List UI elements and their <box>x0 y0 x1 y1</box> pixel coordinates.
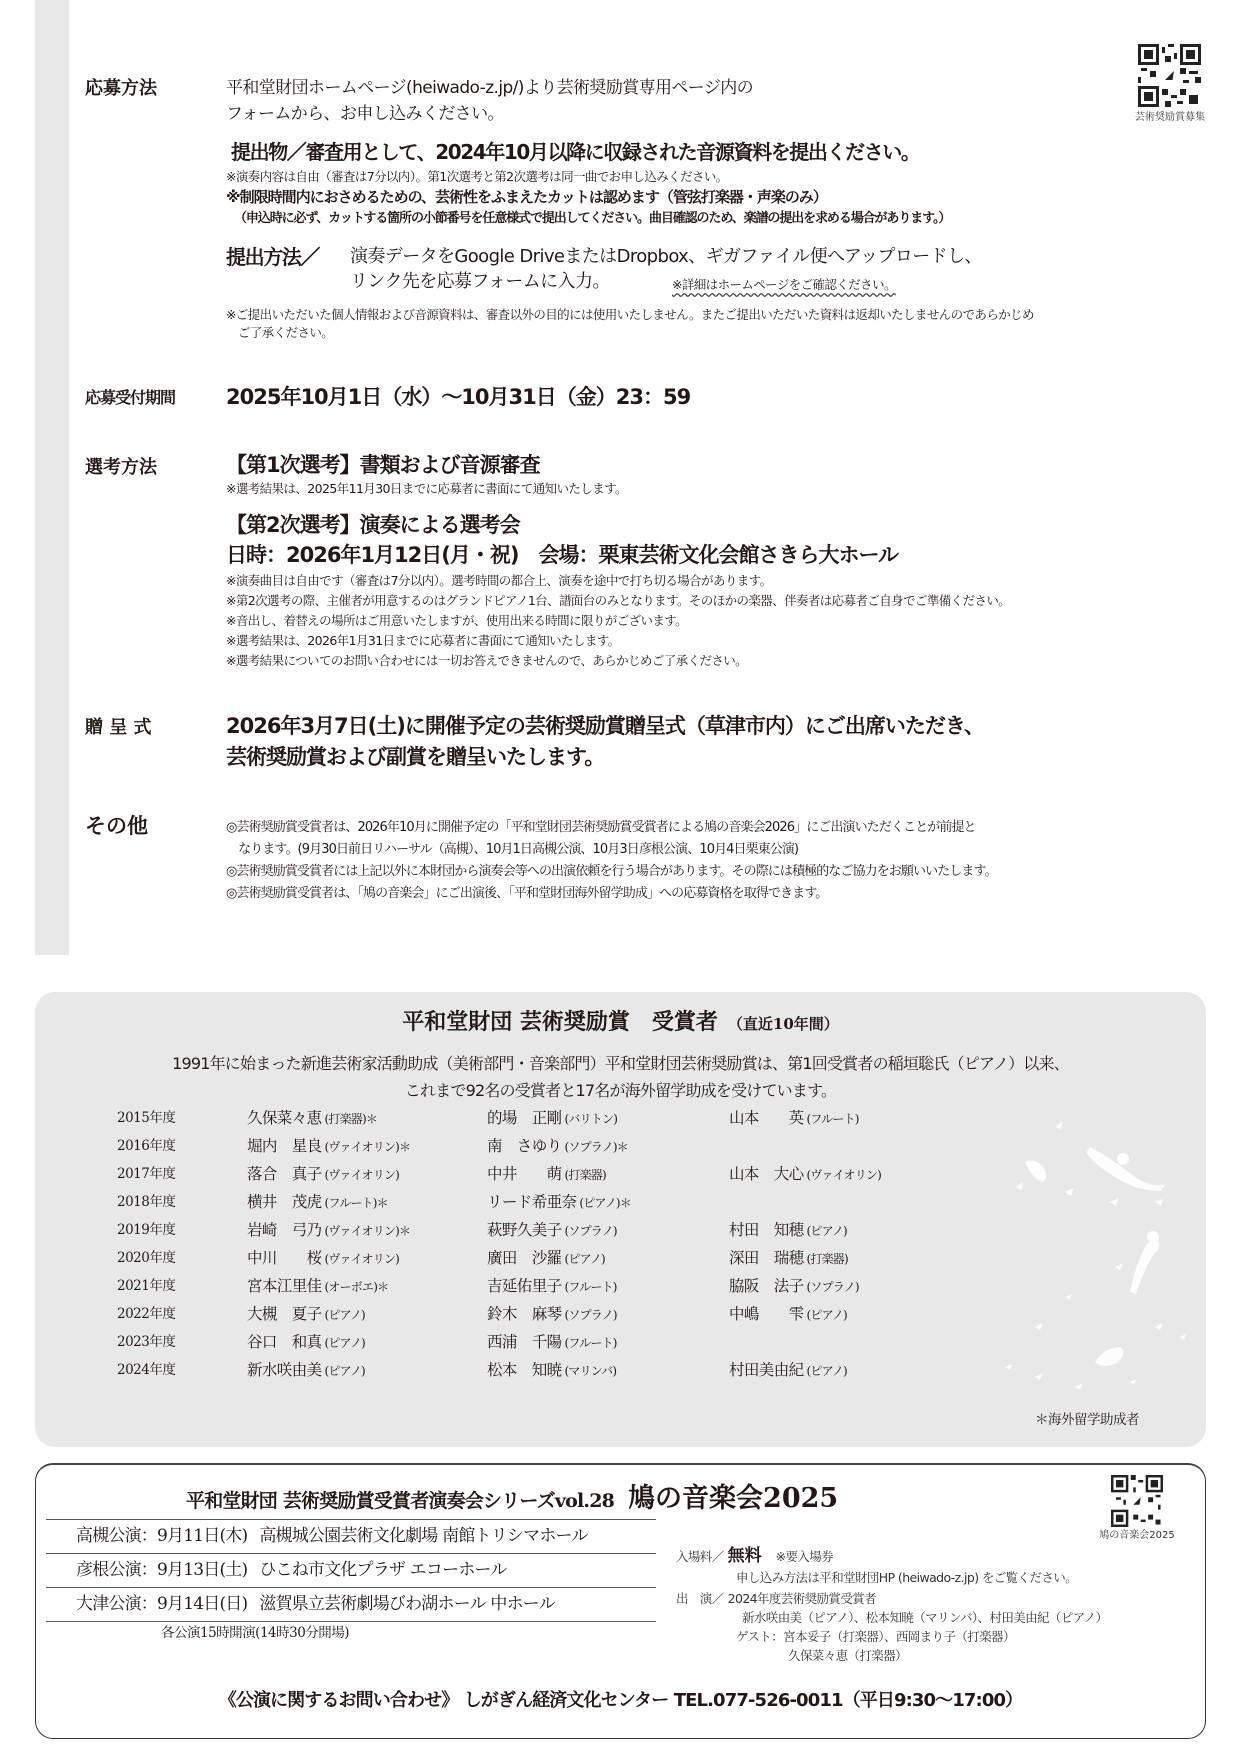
winner-entry <box>729 1329 732 1356</box>
winner-instrument: (フルート) <box>564 1280 617 1294</box>
winners-panel <box>35 992 1206 1447</box>
second-selection-heading: 【第2次選考】演奏による選考会 <box>226 513 520 537</box>
second-note-5: ※選考結果についてのお問い合わせには一切お答えできませんので、あらかじめご了承ください。 <box>226 653 748 668</box>
method-details-link[interactable]: ※詳細はホームページをご確認ください。 <box>672 277 896 292</box>
winner-instrument: (ピアノ) <box>806 1364 847 1378</box>
winner-instrument: (打楽器) <box>806 1252 848 1266</box>
winner-entry <box>247 1245 399 1272</box>
label-ceremony: 贈 呈 式 <box>85 717 152 738</box>
winner-entry <box>487 1245 605 1272</box>
second-note-2: ※第2次選考の際、主催者が用意するのはグランドピアノ1台、譜面台のみとなります。そのほかの楽器、伴奏者は応募者ご自身でご準備ください。 <box>226 593 1011 608</box>
ceremony-line-2: 芸術奨励賞および副賞を贈呈いたします。 <box>226 745 605 769</box>
concert-title <box>186 1479 838 1519</box>
winner-instrument: (フルート) <box>564 1336 617 1350</box>
winner-name: 宮本江里佳 <box>247 1277 322 1295</box>
second-note-3: ※音出し、着替えの場所はご用意いたしますが、使用出来る時間に限りがございます。 <box>226 613 688 628</box>
submission-note-3: （申込時に必ず、カットする箇所の小節番号を任意様式で提出してください。曲目確認のため、楽譜の提出を求める場合があります。） <box>234 211 951 226</box>
winner-name: 堀内 星良 <box>247 1137 322 1155</box>
venue-row-hikone <box>46 1553 656 1587</box>
guest-line-2: 久保菜々恵（打楽器） <box>788 1648 908 1663</box>
winner-instrument: (ピアノ) <box>806 1224 847 1238</box>
flying-figures-and-doves-illustration <box>995 1087 1205 1407</box>
winner-row <box>117 1329 997 1355</box>
winner-instrument: (ヴァイオリン)＊ <box>324 1140 411 1154</box>
winner-year: 2023年度 <box>117 1334 176 1350</box>
winner-row <box>117 1161 997 1187</box>
winner-name: 岩崎 弓乃 <box>247 1221 322 1239</box>
period-value: 2025年10月1日（水）～10月31日（金）23：59 <box>226 385 691 409</box>
first-selection-note: ※選考結果は、2025年11月30日までに応募者に書面にて通知いたします。 <box>226 481 627 496</box>
winner-entry <box>487 1217 617 1244</box>
winner-instrument: (オーボエ)＊ <box>324 1280 389 1294</box>
winner-name: 松本 知暁 <box>487 1361 562 1379</box>
winner-year: 2022年度 <box>117 1306 176 1322</box>
qr-concert-caption: 鳩の音楽会2025 <box>1099 1530 1175 1541</box>
winner-entry <box>487 1189 631 1216</box>
winner-name: 久保菜々恵 <box>247 1109 322 1127</box>
submission-note-2: ※制限時間内におさめるための、芸術性をふまえたカットは認めます（管弦打楽器・声楽のみ） <box>226 188 827 206</box>
winner-entry <box>487 1105 617 1132</box>
winners-subtitle: （直近10年間） <box>727 1015 839 1033</box>
label-period: 応募受付期間 <box>85 388 176 407</box>
winner-entry <box>729 1217 847 1244</box>
venue-divider <box>46 1621 656 1622</box>
winner-name: 中井 萌 <box>487 1165 562 1183</box>
qr-recruit-caption: 芸術奨励賞募集 <box>1135 112 1205 123</box>
winner-instrument: (ピアノ) <box>324 1336 365 1350</box>
apply-note: 申し込み方法は平和堂財団HP (heiwado-z.jp) をご覧ください。 <box>736 1570 1078 1585</box>
winner-row <box>117 1273 997 1299</box>
contact-info: 《公演に関するお問い合わせ》 しがぎん経済文化センター TEL.077-526-0011（平日9:30～17:00） <box>218 1690 1023 1711</box>
winners-study-abroad-note: ＊海外留学助成者 <box>1035 1412 1139 1428</box>
left-accent-bar <box>35 0 69 955</box>
performers-line-1 <box>676 1590 876 1608</box>
winners-title-main: 平和堂財団 芸術奨励賞 受賞者 <box>402 1009 718 1035</box>
other-line-2: なります。(9月30日前日リハーサル（高槻）、10月1日高槻公演、10月3日彦根公演、10月4日栗東公演) <box>226 842 799 857</box>
winner-entry <box>247 1161 399 1188</box>
winner-entry <box>487 1273 617 1300</box>
qr-code-icon <box>1111 1475 1163 1527</box>
winner-entry <box>247 1105 377 1132</box>
winner-name: リード希亜奈 <box>487 1193 577 1211</box>
second-note-1: ※演奏曲目は自由です（審査は7分以内）。選考時間の都合上、演奏を途中で打ち切る場合があります。 <box>226 573 772 588</box>
winners-desc-line-2: これまで92名の受賞者と17名が海外留学助成を受けています。 <box>404 1081 837 1100</box>
winners-title <box>35 1006 1206 1038</box>
winner-instrument: (マリンバ) <box>564 1364 617 1378</box>
winner-instrument: (ソプラノ)＊ <box>564 1140 628 1154</box>
venue-date: 高槻公演：9月11日(木) <box>76 1526 248 1546</box>
winner-name: 中川 桜 <box>247 1249 322 1267</box>
winner-entry <box>729 1273 859 1300</box>
winner-entry <box>729 1301 847 1328</box>
winner-instrument: (フルート) <box>806 1112 859 1126</box>
winner-entry <box>487 1133 628 1160</box>
winner-name: 新水咲由美 <box>247 1361 322 1379</box>
winner-year: 2016年度 <box>117 1138 176 1154</box>
concert-box <box>35 1463 1206 1739</box>
winner-year: 2024年度 <box>117 1362 176 1378</box>
winner-name: 吉延佑里子 <box>487 1277 562 1295</box>
winner-name: 鈴木 麻琴 <box>487 1305 562 1323</box>
winner-entry <box>729 1161 881 1188</box>
winner-instrument: (ソプラノ) <box>806 1280 859 1294</box>
winner-entry <box>247 1329 365 1356</box>
application-line-1: 平和堂財団ホームページ(heiwado-z.jp/)より芸術奨励賞専用ページ内の <box>226 78 754 98</box>
winner-name: 廣田 沙羅 <box>487 1249 562 1267</box>
winner-year: 2017年度 <box>117 1166 176 1182</box>
winner-instrument: (ピアノ) <box>564 1252 605 1266</box>
fee-label: 入場料／ <box>676 1549 724 1564</box>
qr-code-recruit[interactable] <box>1138 44 1201 107</box>
qr-code-concert[interactable] <box>1111 1475 1163 1527</box>
winner-row <box>117 1217 997 1243</box>
concert-series: 平和堂財団 芸術奨励賞受賞者演奏会シリーズvol.28 <box>186 1490 615 1512</box>
winner-name: 萩野久美子 <box>487 1221 562 1239</box>
winner-instrument: (ソプラノ) <box>564 1308 617 1322</box>
winner-entry <box>247 1189 388 1216</box>
label-application-method: 応募方法 <box>85 78 157 99</box>
winner-name: 落合 真子 <box>247 1165 322 1183</box>
winner-entry <box>729 1133 732 1160</box>
venue-row-takatsuki <box>46 1519 656 1553</box>
winner-row <box>117 1301 997 1327</box>
winner-name: 谷口 和真 <box>247 1333 322 1351</box>
winner-name: 横井 茂虎 <box>247 1193 322 1211</box>
winner-entry <box>247 1217 410 1244</box>
other-line-1: ◎芸術奨励賞受賞者は、2026年10月に開催予定の「平和堂財団芸術奨励賞受賞者による鳩の音楽会2026」にご出演いただくことが前提と <box>226 820 976 835</box>
winner-instrument: (ピアノ)＊ <box>579 1196 632 1210</box>
venue-place: 滋賀県立芸術劇場びわ湖ホール 中ホール <box>259 1594 555 1614</box>
winner-row <box>117 1189 997 1215</box>
winner-row <box>117 1245 997 1271</box>
privacy-line-2: ご了承ください。 <box>238 325 334 340</box>
venue-date: 彦根公演：9月13日(土) <box>76 1560 248 1580</box>
winner-instrument: (ピアノ) <box>324 1308 365 1322</box>
winner-entry <box>729 1189 732 1216</box>
label-selection: 選考方法 <box>85 457 157 478</box>
winner-name: 村田 知穂 <box>729 1221 804 1239</box>
winner-entry <box>247 1301 365 1328</box>
second-note-4: ※選考結果は、2026年1月31日までに応募者に書面にて通知いたします。 <box>226 633 620 648</box>
method-line-1: 演奏データをGoogle DriveまたはDropbox、ギガファイル便へアップロードし、 <box>350 246 982 267</box>
fee-value: 無料 <box>727 1546 762 1566</box>
application-line-2: フォームから、お申し込みください。 <box>226 104 504 124</box>
winner-year: 2019年度 <box>117 1222 176 1238</box>
winner-instrument: (バリトン) <box>564 1112 618 1126</box>
winner-entry <box>729 1105 859 1132</box>
performers-label: 出 演／ <box>676 1591 724 1606</box>
winner-entry <box>487 1161 606 1188</box>
winner-year: 2021年度 <box>117 1278 176 1294</box>
winner-entry <box>487 1329 617 1356</box>
winners-desc-line-1: 1991年に始まった新進芸術家活動助成（美術部門・音楽部門）平和堂財団芸術奨励賞は、第1回受賞者の稲垣聡氏（ピアノ）以来、 <box>172 1054 1069 1073</box>
label-other: その他 <box>85 814 148 838</box>
other-line-4: ◎芸術奨励賞受賞者は、「鳩の音楽会」にご出演後、「平和堂財団海外留学助成」への応募資格を取得できます。 <box>226 886 828 901</box>
winner-instrument: (ヴァイオリン) <box>324 1168 399 1182</box>
winner-name: 山本 大心 <box>729 1165 804 1183</box>
winner-name: 山本 英 <box>729 1109 804 1127</box>
winner-name: 村田美由紀 <box>729 1361 804 1379</box>
winner-instrument: (ヴァイオリン) <box>806 1168 881 1182</box>
method-line-2: リンク先を応募フォームに入力。 <box>350 271 610 292</box>
venue-place: 高槻城公園芸術文化劇場 南館トリシマホール <box>259 1526 588 1546</box>
concert-main-title: 鳩の音楽会2025 <box>628 1483 839 1514</box>
submission-note-1: ※演奏内容は自由（審査は7分以内）。第1次選考と第2次選考は同一曲でお申し込みください。 <box>226 169 728 184</box>
second-selection-datetime: 日時：2026年1月12日(月・祝) 会場：栗東芸術文化会館さきら大ホール <box>226 543 899 567</box>
winner-instrument: (ヴァイオリン) <box>324 1252 399 1266</box>
winner-entry <box>487 1357 616 1384</box>
performers-line-2: 新水咲由美（ピアノ）、松本知暁（マリンバ）、村田美由紀（ピアノ） <box>742 1610 1108 1625</box>
winner-entry <box>247 1357 365 1384</box>
winner-entry <box>247 1133 410 1160</box>
venue-date: 大津公演：9月14日(日) <box>76 1594 248 1614</box>
winner-name: 南 さゆり <box>487 1137 562 1155</box>
qr-code-icon <box>1138 44 1201 107</box>
first-selection-heading: 【第1次選考】書類および音源審査 <box>226 453 540 477</box>
submission-heading: 提出物／審査用として、2024年10月以降に収録された音源資料を提出ください。 <box>231 140 920 164</box>
winner-name: 西浦 千陽 <box>487 1333 562 1351</box>
guest-line-1: ゲスト：宮本妥子（打楽器）、西岡まり子（打楽器） <box>736 1629 1015 1644</box>
winner-row <box>117 1105 997 1131</box>
winner-name: 中嶋 雫 <box>729 1305 804 1323</box>
winner-instrument: (ピアノ) <box>806 1308 847 1322</box>
venue-row-otsu <box>46 1587 656 1621</box>
winner-instrument: (ピアノ) <box>324 1364 365 1378</box>
winner-name: 大槻 夏子 <box>247 1305 322 1323</box>
winner-year: 2015年度 <box>117 1110 176 1126</box>
winner-year: 2020年度 <box>117 1250 176 1266</box>
winner-name: 脇阪 法子 <box>729 1277 804 1295</box>
winner-name: 深田 瑞穂 <box>729 1249 804 1267</box>
venue-place: ひこね市文化プラザ エコーホール <box>259 1560 507 1580</box>
winner-entry <box>247 1273 388 1300</box>
winner-row <box>117 1357 997 1383</box>
open-time: 各公演15時開演(14時30分開場) <box>161 1625 350 1641</box>
performers-heading: 2024年度芸術奨励賞受賞者 <box>727 1591 877 1606</box>
winner-name: 的場 正剛 <box>487 1109 562 1127</box>
winner-instrument: (打楽器) <box>564 1168 606 1182</box>
winner-year: 2018年度 <box>117 1194 176 1210</box>
winner-instrument: (打楽器)＊ <box>324 1112 378 1126</box>
winner-instrument: (ソプラノ) <box>564 1224 617 1238</box>
winner-entry <box>729 1245 848 1272</box>
ceremony-line-1: 2026年3月7日(土)に開催予定の芸術奨励賞贈呈式（草津市内）にご出席いただき、 <box>226 714 985 738</box>
winner-entry <box>729 1357 847 1384</box>
winner-entry <box>487 1301 617 1328</box>
method-heading: 提出方法／ <box>226 245 319 269</box>
winner-instrument: (フルート)＊ <box>324 1196 388 1210</box>
other-line-3: ◎芸術奨励賞受賞者には上記以外に本財団から演奏会等への出演依頼を行う場合があります。その際には積極的なご協力をお願いいたします。 <box>226 864 997 879</box>
fee-note: ※要入場券 <box>775 1549 834 1564</box>
winner-row <box>117 1133 997 1159</box>
winner-instrument: (ヴァイオリン)＊ <box>324 1224 411 1238</box>
privacy-line-1: ※ご提出いただいた個人情報および音源資料は、審査以外の目的には使用いたしません。またご提出いただいた資料は返却いたしませんのであらかじめ <box>226 307 1034 322</box>
admission-fee <box>676 1545 833 1567</box>
